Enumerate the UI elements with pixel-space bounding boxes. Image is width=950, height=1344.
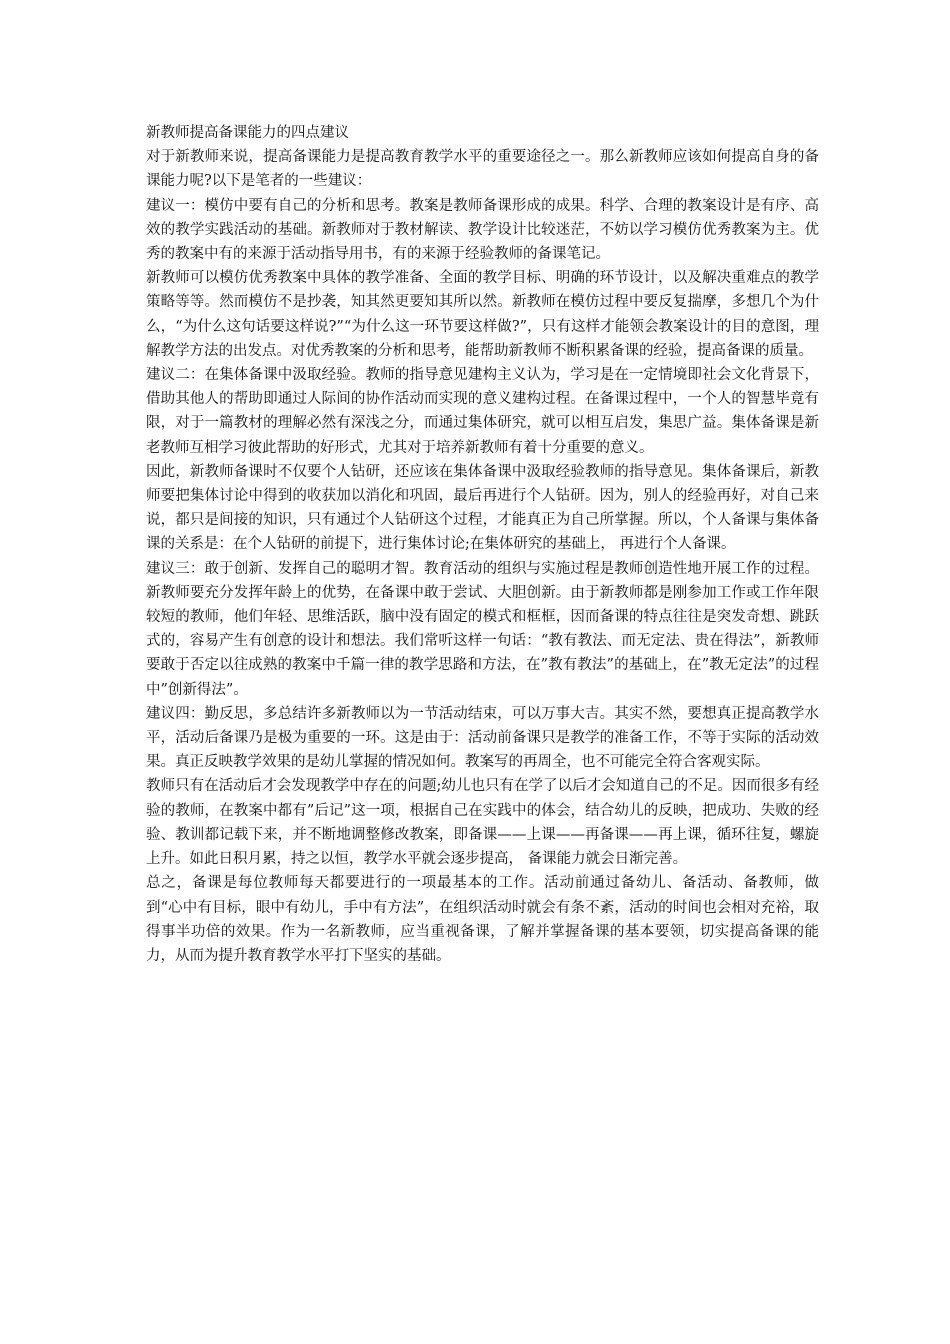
paragraph-suggestion-3: 建议三：敢于创新、发挥自己的聪明才智。教育活动的组织与实施过程是教师创造性地开展工作的过程。新教师要充分发挥年龄上的优势，在备课中敢于尝试、大胆创新。由于新教师都是刚参加工作或工作年限较短的教师，他们年轻、思维活跃，脑中没有固定的模式和框框，因而备课的特点往往是突发奇想、跳跃式的，容易产生有创意的设计和想法。我们常听这样一句话：“教有教法、而无定法、贵在得法”，新教师要敢于否定以往成熟的教案中千篇一律的教学思路和方法，在”教有教法”的基础上，在”教无定法”的过程中”创新得法”。: [146, 560, 819, 698]
paragraph-suggestion-4: 建议四：勤反思，多总结许多新教师以为一节活动结束，可以万事大吉。其实不然，要想真正提高教学水平，活动后备课乃是极为重要的一环。这是由于：活动前备课只是教学的准备工作，不等于实际的活动效果。真正反映教学效果的是幼儿掌握的情况如何。教案写的再周全，也不可能完全符合客观实际。: [146, 705, 819, 771]
paragraph-suggestion-1-detail: 新教师可以模仿优秀教案中具体的教学准备、全面的教学目标、明确的环节设计，以及解决重难点的教学策略等等。然而模仿不是抄袭，知其然更要知其所以然。新教师在模仿过程中要反复揣摩，多想几个为什么，“为什么这句话要这样说?”“为什么这一环节要这样做?”，只有这样才能领会教案设计的目的意图，理解教学方法的出发点。对优秀教案的分析和思考，能帮助新教师不断积累备课的经验，提高备课的质量。: [146, 270, 819, 359]
paragraph-suggestion-4-detail: 教师只有在活动后才会发现教学中存在的问题;幼儿也只有在学了以后才会知道自己的不足。因而很多有经验的教师，在教案中都有”后记”这一项，根据自己在实践中的体会，结合幼儿的反映，把成功、失败的经验、教训都记载下来，并不断地调整修改教案，即备课——上课——再备课——再上课，循环往复，螺旋上升。如此日积月累，持之以恒，教学水平就会逐步提高， 备课能力就会日渐完善。: [146, 778, 819, 868]
paragraph-suggestion-2-detail: 因此，新教师备课时不仅要个人钻研，还应该在集体备课中汲取经验教师的指导意见。集体备课后，新教师要把集体讨论中得到的收获加以消化和巩固，最后再进行个人钻研。因为，别人的经验再好，对自己来说，都只是间接的知识，只有通过个人钻研这个过程，才能真正为自己所掌握。所以，个人备课与集体备课的关系是：在个人钻研的前提下，进行集体讨论;在集体研究的基础上， 再进行个人备课。: [146, 463, 819, 553]
document-title: 新教师提高备课能力的四点建议: [146, 125, 349, 141]
paragraph-intro: 对于新教师来说，提高备课能力是提高教育教学水平的重要途径之一。那么新教师应该如何提高自身的备课能力呢?以下是笔者的一些建议：: [146, 149, 819, 190]
paragraph-conclusion: 总之，备课是每位教师每天都要进行的一项最基本的工作。活动前通过备幼儿、备活动、备教师，做到“心中有目标，眼中有幼儿，手中有方法”，在组织活动时就会有条不紊，活动的时间也会相对充裕，取得事半功倍的效果。作为一名新教师，应当重视备课，了解并掌握备课的基本要领，切实提高备课的能力，从而为提升教育教学水平打下坚实的基础。: [146, 875, 819, 964]
document-body: [146, 121, 819, 968]
paragraph-suggestion-1: 建议一：模仿中要有自己的分析和思考。教案是教师备课形成的成果。科学、合理的教案设计是有序、高效的教学实践活动的基础。新教师对于教材解读、教学设计比较迷茫，不妨以学习模仿优秀教案为主。优秀的教案中有的来源于活动指导用书，有的来源于经验教师的备课笔记。: [146, 197, 819, 263]
paragraph-suggestion-2: 建议二：在集体备课中汲取经验。教师的指导意见建构主义认为，学习是在一定情境即社会文化背景下，借助其他人的帮助即通过人际间的协作活动而实现的意义建构过程。在备课过程中，一个人的智慧毕竟有限，对于一篇教材的理解必然有深浅之分，而通过集体研究，就可以相互启发，集思广益。集体备课是新老教师互相学习彼此帮助的好形式，尤其对于培养新教师有着十分重要的意义。: [146, 367, 819, 456]
